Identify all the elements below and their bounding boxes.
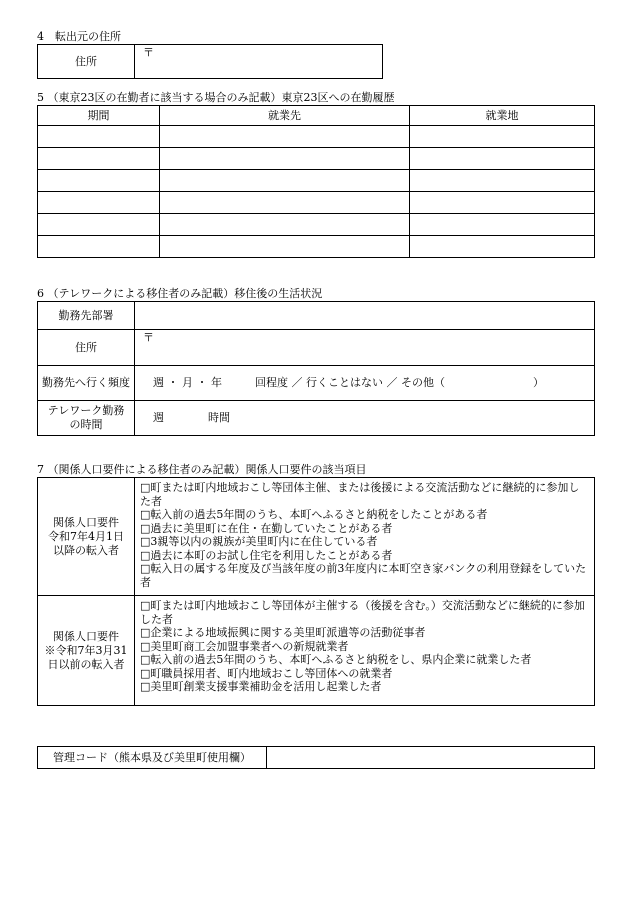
table-row bbox=[38, 170, 595, 192]
workplace-cell[interactable] bbox=[410, 126, 595, 148]
new-address-label: 住所 bbox=[38, 330, 135, 366]
group-b-label-line: 日以前の転入者 bbox=[47, 657, 125, 671]
management-code-label: 管理コード（熊本県及び美里町使用欄） bbox=[38, 747, 267, 769]
postal-mark: 〒 bbox=[143, 46, 154, 59]
dept-field[interactable] bbox=[135, 302, 595, 330]
telework-label-line1: テレワーク勤務 bbox=[47, 404, 125, 417]
management-code-table bbox=[37, 746, 595, 769]
workplace-cell[interactable] bbox=[410, 148, 595, 170]
section-5-heading: 5 （東京23区の在勤者に該当する場合のみ記載）東京23区への在勤履歴 bbox=[37, 91, 395, 104]
period-cell[interactable] bbox=[38, 214, 160, 236]
workplace-cell[interactable] bbox=[410, 170, 595, 192]
prior-address-field[interactable] bbox=[135, 45, 383, 79]
tokyo-history-table bbox=[37, 105, 595, 258]
section-4-heading: 4 転出元の住所 bbox=[37, 30, 121, 43]
frequency-field[interactable]: 週 ・ 月 ・ 年 回程度 ／ 行くことはない ／ その他（ ） bbox=[135, 366, 595, 401]
group-a-label-line: 関係人口要件 bbox=[53, 515, 119, 529]
employer-cell[interactable] bbox=[160, 148, 410, 170]
table-row bbox=[38, 148, 595, 170]
checkbox-item[interactable]: □美里町商工会加盟事業者への新規就業者 bbox=[140, 639, 349, 653]
col-header-period: 期間 bbox=[38, 106, 160, 126]
management-code-field[interactable] bbox=[267, 747, 595, 769]
checkbox-item[interactable]: □町職員採用者、町内地域おこし等団体への就業者 bbox=[140, 666, 393, 680]
period-cell[interactable] bbox=[38, 236, 160, 258]
group-a-label bbox=[38, 478, 135, 596]
table-row bbox=[38, 192, 595, 214]
living-status-table bbox=[37, 301, 595, 436]
employer-cell[interactable] bbox=[160, 126, 410, 148]
checkbox-item[interactable]: □町または町内地域おこし等団体主催、または後援による交流活動などに継続的に参加した者 bbox=[140, 481, 580, 508]
period-cell[interactable] bbox=[38, 148, 160, 170]
group-b-checklist bbox=[135, 596, 595, 706]
group-a-label-line: 以降の転入者 bbox=[53, 543, 119, 557]
period-cell[interactable] bbox=[38, 126, 160, 148]
employer-cell[interactable] bbox=[160, 192, 410, 214]
employer-cell[interactable] bbox=[160, 170, 410, 192]
checkbox-item[interactable]: □転入日の属する年度及び当該年度の前3年度内に本町空き家バンクの利用登録をしていた者 bbox=[140, 562, 587, 589]
checkbox-item[interactable]: □3親等以内の親族が美里町内に在住している者 bbox=[140, 535, 378, 548]
prior-address-table bbox=[37, 44, 383, 79]
workplace-cell[interactable] bbox=[410, 192, 595, 214]
col-header-workplace: 就業地 bbox=[410, 106, 595, 126]
relation-requirements-table bbox=[37, 477, 595, 706]
period-cell[interactable] bbox=[38, 192, 160, 214]
group-a-checklist bbox=[135, 478, 595, 596]
checkbox-item[interactable]: □過去に美里町に在住・在勤していたことがある者 bbox=[140, 521, 393, 535]
checkbox-item[interactable]: □町または町内地域おこし等団体が主催する（後援を含む。）交流活動などに継続的に参加した者 bbox=[140, 599, 585, 626]
dept-label: 勤務先部署 bbox=[38, 302, 135, 330]
section-7-heading: 7 （関係人口要件による移住者のみ記載）関係人口要件の該当項目 bbox=[37, 463, 367, 476]
group-a-label-line: 令和7年4月1日 bbox=[48, 529, 124, 543]
checkbox-item[interactable]: □転入前の過去5年間のうち、本町へふるさと納税をしたことがある者 bbox=[140, 508, 488, 521]
telework-label-line2: の時間 bbox=[69, 418, 103, 431]
new-address-field[interactable] bbox=[135, 330, 595, 366]
checkbox-item[interactable]: □企業による地域振興に関する美里町派遣等の活動従事者 bbox=[140, 626, 426, 639]
workplace-cell[interactable] bbox=[410, 236, 595, 258]
workplace-cell[interactable] bbox=[410, 214, 595, 236]
table-row bbox=[38, 236, 595, 258]
col-header-employer: 就業先 bbox=[160, 106, 410, 126]
telework-hours-field[interactable]: 週 時間 bbox=[135, 401, 595, 436]
prior-address-label: 住所 bbox=[38, 45, 135, 79]
employer-cell[interactable] bbox=[160, 214, 410, 236]
postal-mark: 〒 bbox=[143, 331, 154, 344]
checkbox-item[interactable]: □転入前の過去5年間のうち、本町へふるさと納税をし、県内企業に就業した者 bbox=[140, 653, 532, 666]
group-b-label-line: ※令和7年3月31 bbox=[44, 643, 128, 657]
frequency-label: 勤務先へ行く頻度 bbox=[38, 366, 135, 401]
group-b-label-line: 関係人口要件 bbox=[53, 629, 119, 643]
table-row bbox=[38, 126, 595, 148]
checkbox-item[interactable]: □過去に本町のお試し住宅を利用したことがある者 bbox=[140, 548, 393, 562]
checkbox-item[interactable]: □美里町創業支援事業補助金を活用し起業した者 bbox=[140, 680, 382, 693]
section-6-heading: 6 （テレワークによる移住者のみ記載）移住後の生活状況 bbox=[37, 287, 323, 300]
telework-hours-label bbox=[38, 401, 135, 436]
table-row bbox=[38, 214, 595, 236]
group-b-label bbox=[38, 596, 135, 706]
period-cell[interactable] bbox=[38, 170, 160, 192]
employer-cell[interactable] bbox=[160, 236, 410, 258]
